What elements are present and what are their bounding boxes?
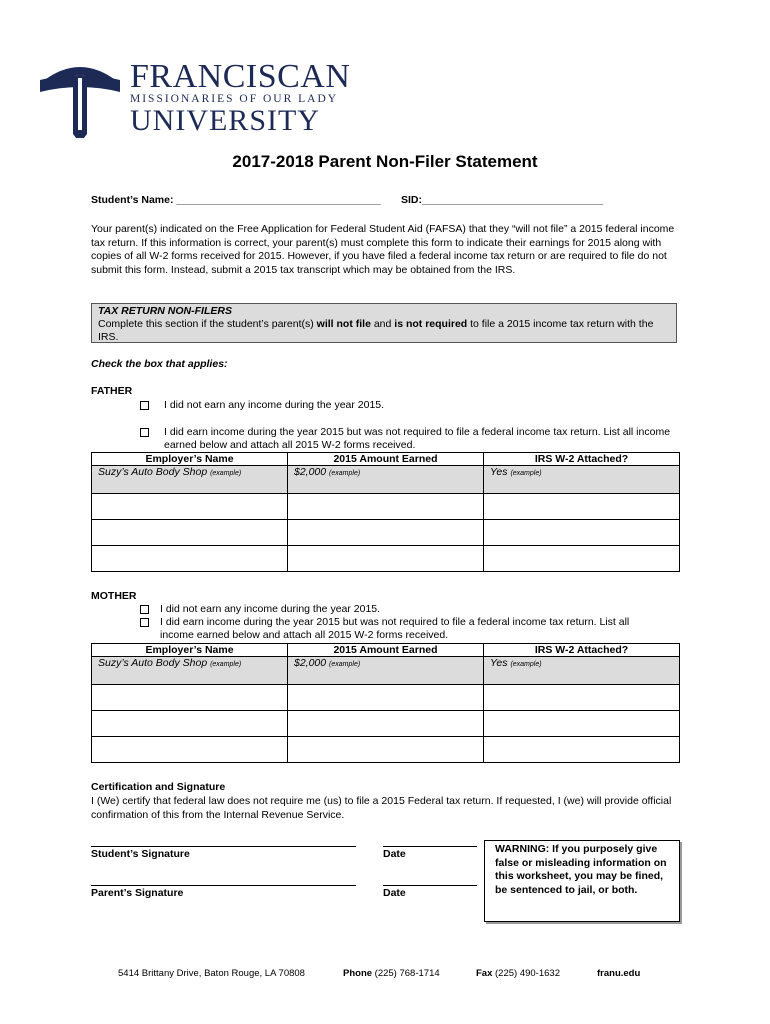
amount-input[interactable]	[288, 737, 484, 763]
table-row	[92, 737, 680, 763]
brand-name-line2: MISSIONARIES OF OUR LADY	[130, 93, 339, 105]
w2-input[interactable]	[484, 737, 680, 763]
table-row-example	[92, 657, 680, 685]
university-logo-icon	[40, 52, 120, 138]
table-row	[92, 520, 680, 546]
footer-website-link[interactable]: franu.edu	[597, 968, 641, 979]
w2-input[interactable]	[484, 685, 680, 711]
mother-option2-label: I did earn income during the year 2015 but was not required to file a federal income tax return. List all income earned below and attach all 2015 W-2 forms received.	[160, 616, 630, 641]
table-header-employer: Employer’s Name	[92, 453, 288, 466]
amount-input[interactable]	[288, 546, 484, 572]
table-header-employer: Employer’s Name	[92, 644, 288, 657]
example-employer-cell: Suzy’s Auto Body Shop (example)	[92, 657, 288, 685]
brand-name-line3: UNIVERSITY	[130, 104, 320, 137]
table-header-amount: 2015 Amount Earned	[288, 644, 484, 657]
example-employer-cell: Suzy’s Auto Body Shop (example)	[92, 466, 288, 494]
employer-input[interactable]	[92, 711, 288, 737]
w2-input[interactable]	[484, 494, 680, 520]
student-signature-label: Student’s Signature	[91, 848, 190, 860]
parent-signature-label: Parent’s Signature	[91, 887, 184, 899]
example-w2-cell: Yes (example)	[484, 466, 680, 494]
footer-address: 5414 Brittany Drive, Baton Rouge, LA 70808	[118, 968, 305, 979]
example-amount-cell: $2,000 (example)	[288, 466, 484, 494]
brand-name-line1: FRANCISCAN	[130, 58, 351, 95]
father-label: FATHER	[91, 385, 133, 397]
w2-input[interactable]	[484, 711, 680, 737]
father-option2-checkbox[interactable]	[140, 428, 149, 437]
parent-date-label: Date	[383, 887, 406, 899]
footer-fax: Fax (225) 490-1632	[476, 968, 560, 979]
father-option1-label: I did not earn any income during the year 2015.	[164, 399, 385, 411]
father-option1-checkbox[interactable]	[140, 401, 149, 410]
sid-field[interactable]: SID:_______________________________	[401, 194, 604, 206]
father-option2-label: I did earn income during the year 2015 but was not required to file a federal income tax return. List all income earned below and attach all 2015 W-2 forms received.	[164, 426, 671, 451]
certification-text: I (We) certify that federal law does not require me (us) to file a 2015 Federal tax return. If requested, I (we) will provide official confirmation of this from the Internal Revenue Service.	[91, 795, 672, 821]
table-row	[92, 685, 680, 711]
nonfilers-heading: TAX RETURN NON-FILERS	[98, 305, 232, 317]
w2-input[interactable]	[484, 520, 680, 546]
check-prompt: Check the box that applies:	[91, 358, 228, 370]
example-amount-cell: $2,000 (example)	[288, 657, 484, 685]
mother-option1-label: I did not earn any income during the year 2015.	[160, 603, 381, 615]
form-title: 2017-2018 Parent Non-Filer Statement	[232, 152, 538, 171]
employer-input[interactable]	[92, 546, 288, 572]
employer-input[interactable]	[92, 685, 288, 711]
mother-option2-checkbox[interactable]	[140, 618, 149, 627]
mother-label: MOTHER	[91, 590, 137, 602]
table-row	[92, 711, 680, 737]
intro-paragraph: Your parent(s) indicated on the Free Application for Federal Student Aid (FAFSA) that they “will not file” a 2015 federal income tax return. If this information is correct, your parent(s) must complete this form to indicate their earnings for 2015 along with copies of all W-2 forms received for 2015. However, if you have filed a federal income tax return or are required to file do not submit this form. Instead, submit a 2015 tax transcript which may be obtained from the IRS.	[91, 223, 675, 276]
employer-input[interactable]	[92, 737, 288, 763]
w2-input[interactable]	[484, 546, 680, 572]
table-header-w2: IRS W-2 Attached?	[484, 453, 680, 466]
father-income-table	[91, 452, 680, 572]
table-row-example	[92, 466, 680, 494]
table-row	[92, 546, 680, 572]
amount-input[interactable]	[288, 494, 484, 520]
mother-income-table	[91, 643, 680, 763]
amount-input[interactable]	[288, 685, 484, 711]
table-row	[92, 494, 680, 520]
certification-heading: Certification and Signature	[91, 781, 226, 793]
student-name-field[interactable]: Student’s Name: ___________________________________	[91, 194, 381, 206]
nonfilers-text: Complete this section if the student’s parent(s) will not file and is not required to file a 2015 income tax return with the IRS.	[98, 318, 654, 343]
warning-box: WARNING: If you purposely give false or misleading information on this worksheet, you may be fined, be sentenced to jail, or both.	[484, 840, 680, 922]
parent-date-line[interactable]	[383, 885, 477, 886]
amount-input[interactable]	[288, 520, 484, 546]
employer-input[interactable]	[92, 520, 288, 546]
table-header-amount: 2015 Amount Earned	[288, 453, 484, 466]
student-signature-line[interactable]	[91, 846, 356, 847]
student-date-label: Date	[383, 848, 406, 860]
amount-input[interactable]	[288, 711, 484, 737]
student-date-line[interactable]	[383, 846, 477, 847]
footer-phone: Phone (225) 768-1714	[343, 968, 440, 979]
mother-option1-checkbox[interactable]	[140, 605, 149, 614]
nonfilers-box	[91, 303, 677, 343]
table-header-w2: IRS W-2 Attached?	[484, 644, 680, 657]
employer-input[interactable]	[92, 494, 288, 520]
parent-signature-line[interactable]	[91, 885, 356, 886]
example-w2-cell: Yes (example)	[484, 657, 680, 685]
